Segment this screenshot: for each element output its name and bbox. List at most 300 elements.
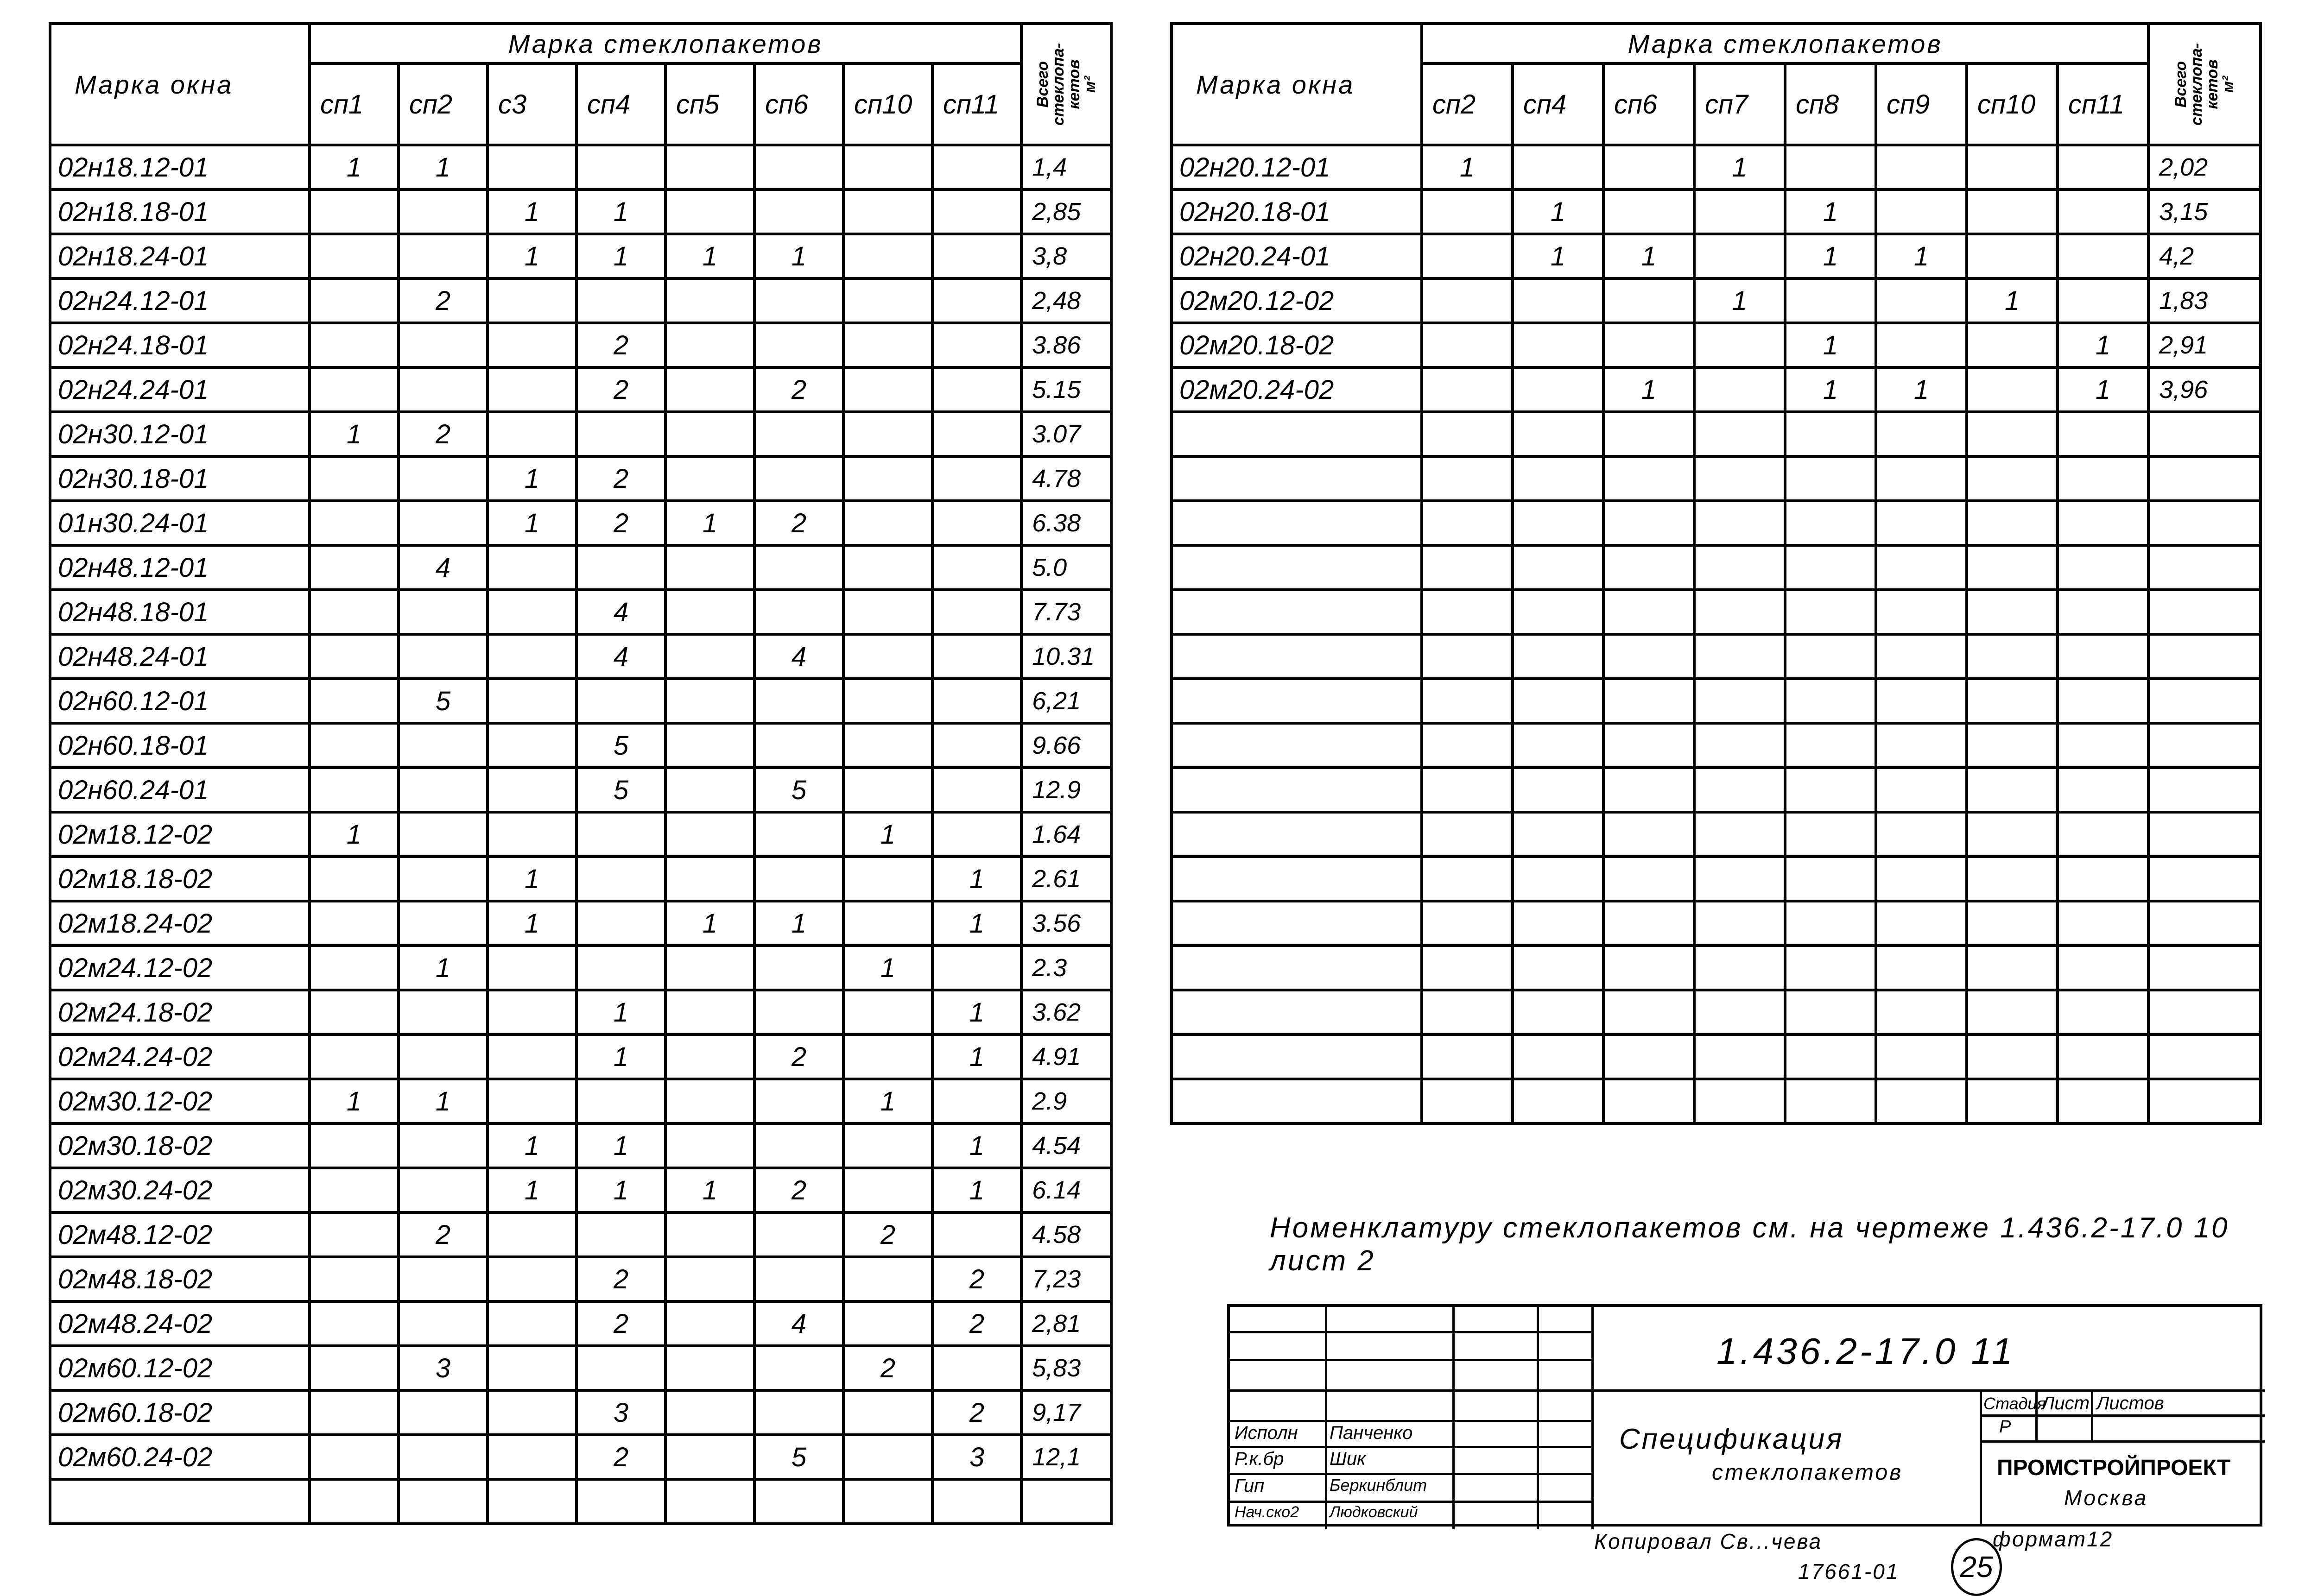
quantity-cell	[754, 679, 843, 723]
quantity-cell: 4	[576, 590, 665, 634]
empty-cell	[1694, 990, 1785, 1035]
quantity-cell: 1	[1785, 234, 1876, 278]
blank-row	[1172, 723, 2261, 768]
window-mark-cell: 02м24.24-02	[50, 1035, 310, 1079]
empty-cell	[1694, 723, 1785, 768]
quantity-cell: 5	[576, 768, 665, 812]
quantity-cell	[488, 812, 576, 857]
empty-cell	[1603, 412, 1694, 456]
table-row	[50, 590, 1111, 634]
quantity-cell	[1785, 278, 1876, 323]
quantity-cell: 1	[576, 1168, 665, 1212]
empty-cell	[1603, 634, 1694, 679]
empty-cell	[1876, 456, 1967, 501]
blank-row	[1172, 545, 2261, 590]
quantity-cell	[488, 412, 576, 456]
empty-cell	[2058, 1079, 2148, 1123]
column-header-7: сп11	[932, 63, 1021, 145]
empty-cell	[1694, 901, 1785, 946]
role-2: Гип	[1235, 1476, 1265, 1496]
quantity-cell: 1	[1785, 189, 1876, 234]
quantity-cell	[310, 1390, 399, 1435]
empty-cell	[1603, 768, 1694, 812]
window-mark-cell: 02м30.18-02	[50, 1123, 310, 1168]
quantity-cell: 1	[2058, 367, 2148, 412]
window-mark-cell: 02н18.12-01	[50, 145, 310, 189]
name-0: Панченко	[1330, 1423, 1413, 1443]
quantity-cell	[932, 456, 1021, 501]
order-number: 17661-01	[1798, 1559, 1900, 1583]
total-area-cell: 9,17	[1021, 1390, 1111, 1435]
window-mark-cell: 02н24.18-01	[50, 323, 310, 367]
quantity-cell	[1422, 367, 1513, 412]
quantity-cell	[399, 990, 488, 1035]
quantity-cell	[399, 367, 488, 412]
quantity-cell	[932, 679, 1021, 723]
quantity-cell	[1876, 189, 1967, 234]
quantity-cell: 1	[576, 1123, 665, 1168]
empty-cell	[2058, 901, 2148, 946]
empty-cell	[1603, 590, 1694, 634]
empty-cell	[1172, 1035, 1422, 1079]
quantity-cell	[665, 367, 754, 412]
table-row	[50, 1257, 1111, 1301]
quantity-cell	[843, 1390, 932, 1435]
quantity-cell: 3	[932, 1435, 1021, 1479]
quantity-cell	[665, 412, 754, 456]
empty-cell	[1694, 857, 1785, 901]
quantity-cell: 1	[1785, 367, 1876, 412]
quantity-cell	[1603, 278, 1694, 323]
blank-row	[1172, 901, 2261, 946]
total-area-cell: 3.56	[1021, 901, 1111, 946]
quantity-cell: 3	[399, 1346, 488, 1390]
empty-cell	[1172, 634, 1422, 679]
empty-cell	[1785, 634, 1876, 679]
total-area-cell: 3.86	[1021, 323, 1111, 367]
quantity-cell	[932, 145, 1021, 189]
quantity-cell	[843, 990, 932, 1035]
quantity-cell	[1603, 323, 1694, 367]
quantity-cell	[932, 590, 1021, 634]
quantity-cell	[310, 323, 399, 367]
quantity-cell	[754, 545, 843, 590]
empty-cell	[1694, 634, 1785, 679]
role-1: Р.к.бр	[1235, 1449, 1284, 1469]
table-row	[50, 145, 1111, 189]
quantity-cell	[932, 545, 1021, 590]
total-area-cell: 6.14	[1021, 1168, 1111, 1212]
empty-cell	[2148, 679, 2261, 723]
quantity-cell	[399, 189, 488, 234]
quantity-cell	[1876, 323, 1967, 367]
quantity-cell: 1	[488, 1168, 576, 1212]
empty-cell	[1172, 501, 1422, 545]
empty-cell	[1876, 634, 1967, 679]
quantity-cell: 2	[843, 1212, 932, 1257]
quantity-cell	[399, 1123, 488, 1168]
table-row	[50, 234, 1111, 278]
column-header-1: сп4	[1513, 63, 1603, 145]
empty-cell	[1603, 545, 1694, 590]
quantity-cell	[310, 1435, 399, 1479]
title-line-1: Спецификация	[1619, 1423, 1844, 1455]
empty-cell	[1513, 990, 1603, 1035]
quantity-cell: 1	[843, 946, 932, 990]
quantity-cell	[665, 946, 754, 990]
empty-cell	[1876, 679, 1967, 723]
blank-row	[1172, 812, 2261, 857]
empty-cell	[1694, 501, 1785, 545]
empty-cell	[1513, 456, 1603, 501]
table-row	[1172, 145, 2261, 189]
quantity-cell	[310, 723, 399, 768]
window-mark-cell: 02н20.18-01	[1172, 189, 1422, 234]
empty-cell	[1785, 679, 1876, 723]
quantity-cell	[576, 1346, 665, 1390]
quantity-cell	[754, 456, 843, 501]
empty-cell	[2148, 412, 2261, 456]
table-row	[50, 990, 1111, 1035]
name-3: Людковский	[1330, 1503, 1418, 1521]
quantity-cell	[576, 946, 665, 990]
quantity-cell	[310, 768, 399, 812]
quantity-cell	[488, 990, 576, 1035]
window-mark-cell: 02н60.12-01	[50, 679, 310, 723]
empty-cell	[1603, 679, 1694, 723]
empty-cell	[2058, 990, 2148, 1035]
quantity-cell: 2	[576, 456, 665, 501]
name-1: Шик	[1330, 1449, 1366, 1469]
quantity-cell	[843, 768, 932, 812]
quantity-cell	[754, 278, 843, 323]
window-mark-cell: 02н60.24-01	[50, 768, 310, 812]
empty-cell	[310, 1479, 399, 1524]
quantity-cell	[1694, 367, 1785, 412]
quantity-cell	[754, 145, 843, 189]
empty-cell	[1785, 768, 1876, 812]
table-row	[50, 278, 1111, 323]
blank-row	[1172, 412, 2261, 456]
total-area-cell: 12,1	[1021, 1435, 1111, 1479]
quantity-cell	[665, 634, 754, 679]
blank-row	[1172, 679, 2261, 723]
quantity-cell: 1	[576, 1035, 665, 1079]
empty-cell	[843, 1479, 932, 1524]
table-row	[50, 189, 1111, 234]
window-mark-cell: 02м30.24-02	[50, 1168, 310, 1212]
table-row	[50, 412, 1111, 456]
copied-by: Копировал Св...чева	[1594, 1529, 1823, 1553]
quantity-cell: 1	[665, 901, 754, 946]
empty-cell	[2148, 501, 2261, 545]
quantity-cell	[754, 1123, 843, 1168]
empty-cell	[2148, 857, 2261, 901]
column-header-0: сп1	[310, 63, 399, 145]
total-area-cell: 4.54	[1021, 1123, 1111, 1168]
quantity-cell: 1	[754, 901, 843, 946]
quantity-cell	[488, 1035, 576, 1079]
quantity-cell	[843, 367, 932, 412]
quantity-cell	[754, 1212, 843, 1257]
quantity-cell: 1	[310, 145, 399, 189]
quantity-cell: 2	[576, 1301, 665, 1346]
quantity-cell: 1	[1694, 145, 1785, 189]
empty-cell	[2148, 1035, 2261, 1079]
quantity-cell	[1513, 367, 1603, 412]
quantity-cell: 2	[754, 1168, 843, 1212]
total-area-cell: 4.78	[1021, 456, 1111, 501]
window-mark-cell: 02м24.18-02	[50, 990, 310, 1035]
quantity-cell: 2	[399, 278, 488, 323]
total-area-cell: 7,23	[1021, 1257, 1111, 1301]
empty-cell	[2058, 545, 2148, 590]
quantity-cell	[488, 1390, 576, 1435]
total-area-cell: 4.58	[1021, 1212, 1111, 1257]
window-mark-cell: 02н48.24-01	[50, 634, 310, 679]
column-header-4: сп8	[1785, 63, 1876, 145]
empty-cell	[1967, 679, 2058, 723]
quantity-cell	[1967, 189, 2058, 234]
empty-cell	[1603, 990, 1694, 1035]
total-area-cell: 3,15	[2148, 189, 2261, 234]
column-header-6: сп10	[843, 63, 932, 145]
quantity-cell: 5	[754, 768, 843, 812]
column-header-2: с3	[488, 63, 576, 145]
quantity-cell	[488, 278, 576, 323]
empty-cell	[1876, 501, 1967, 545]
quantity-cell	[399, 234, 488, 278]
quantity-cell: 2	[932, 1301, 1021, 1346]
empty-cell	[1513, 501, 1603, 545]
quantity-cell	[310, 501, 399, 545]
empty-cell	[2148, 634, 2261, 679]
empty-cell	[2058, 412, 2148, 456]
empty-cell	[1967, 723, 2058, 768]
empty-cell	[1785, 901, 1876, 946]
quantity-cell: 1	[843, 1079, 932, 1123]
empty-cell	[1172, 768, 1422, 812]
empty-cell	[1694, 412, 1785, 456]
total-area-cell: 7.73	[1021, 590, 1111, 634]
empty-cell	[1785, 545, 1876, 590]
empty-cell	[1876, 1079, 1967, 1123]
header-total	[2148, 24, 2261, 145]
quantity-cell	[843, 412, 932, 456]
empty-cell	[1785, 501, 1876, 545]
quantity-cell	[754, 1346, 843, 1390]
quantity-cell	[665, 456, 754, 501]
quantity-cell	[843, 1257, 932, 1301]
quantity-cell	[1603, 145, 1694, 189]
empty-cell	[1172, 412, 1422, 456]
quantity-cell	[310, 679, 399, 723]
quantity-cell	[310, 901, 399, 946]
total-area-cell: 4,2	[2148, 234, 2261, 278]
blank-row	[1172, 857, 2261, 901]
header-glass-units: Марка стеклопакетов	[310, 24, 1021, 63]
quantity-cell	[1422, 234, 1513, 278]
quantity-cell	[1422, 323, 1513, 367]
table-row	[50, 323, 1111, 367]
quantity-cell	[310, 590, 399, 634]
empty-cell	[1967, 1079, 2058, 1123]
empty-cell	[2148, 946, 2261, 990]
empty-cell	[1876, 545, 1967, 590]
quantity-cell	[932, 234, 1021, 278]
quantity-cell	[399, 1390, 488, 1435]
empty-cell	[2148, 723, 2261, 768]
quantity-cell: 5	[576, 723, 665, 768]
quantity-cell: 1	[1603, 367, 1694, 412]
empty-cell	[1422, 768, 1513, 812]
empty-cell	[488, 1479, 576, 1524]
empty-cell	[2058, 812, 2148, 857]
stage-value: Р	[1999, 1417, 2011, 1437]
window-mark-cell: 02н30.18-01	[50, 456, 310, 501]
quantity-cell: 1	[932, 901, 1021, 946]
quantity-cell: 1	[932, 1123, 1021, 1168]
empty-cell	[1967, 768, 2058, 812]
empty-cell	[2148, 545, 2261, 590]
quantity-cell	[843, 145, 932, 189]
quantity-cell	[399, 1301, 488, 1346]
empty-cell	[2148, 812, 2261, 857]
quantity-cell	[843, 1035, 932, 1079]
table-row	[50, 812, 1111, 857]
window-mark-cell: 02м48.12-02	[50, 1212, 310, 1257]
column-header-2: сп6	[1603, 63, 1694, 145]
quantity-cell	[488, 367, 576, 412]
quantity-cell	[310, 990, 399, 1035]
quantity-cell	[399, 1168, 488, 1212]
format-label: формат12	[1993, 1527, 2114, 1551]
quantity-cell: 1	[576, 234, 665, 278]
empty-cell	[1694, 1035, 1785, 1079]
column-header-0: сп2	[1422, 63, 1513, 145]
table-row	[50, 1435, 1111, 1479]
quantity-cell: 2	[932, 1257, 1021, 1301]
quantity-cell	[665, 1079, 754, 1123]
empty-cell	[1694, 545, 1785, 590]
quantity-cell	[488, 1435, 576, 1479]
empty-cell	[932, 1479, 1021, 1524]
quantity-cell: 1	[576, 189, 665, 234]
quantity-cell: 4	[754, 634, 843, 679]
empty-cell	[1172, 946, 1422, 990]
quantity-cell	[843, 1301, 932, 1346]
empty-cell	[1967, 634, 2058, 679]
left-spec-table	[49, 22, 1113, 1525]
quantity-cell	[843, 1168, 932, 1212]
sheet-label: Лист	[2042, 1393, 2090, 1413]
quantity-cell	[665, 679, 754, 723]
quantity-cell	[1967, 323, 2058, 367]
empty-cell	[2058, 1035, 2148, 1079]
blank-row	[1172, 456, 2261, 501]
empty-cell	[1603, 723, 1694, 768]
empty-cell	[1603, 901, 1694, 946]
quantity-cell	[310, 278, 399, 323]
quantity-cell: 2	[399, 1212, 488, 1257]
quantity-cell	[399, 456, 488, 501]
empty-cell	[2148, 1079, 2261, 1123]
table-row	[50, 1168, 1111, 1212]
quantity-cell: 2	[754, 367, 843, 412]
quantity-cell	[399, 1435, 488, 1479]
quantity-cell	[843, 901, 932, 946]
empty-cell	[1967, 545, 2058, 590]
empty-cell	[2058, 946, 2148, 990]
quantity-cell	[576, 812, 665, 857]
empty-cell	[1422, 634, 1513, 679]
empty-cell	[1422, 990, 1513, 1035]
empty-cell	[1513, 946, 1603, 990]
table-row	[1172, 367, 2261, 412]
column-header-5: сп9	[1876, 63, 1967, 145]
quantity-cell: 1	[488, 234, 576, 278]
empty-cell	[1422, 412, 1513, 456]
blank-row	[1172, 590, 2261, 634]
quantity-cell	[310, 857, 399, 901]
title-line-2: стеклопакетов	[1712, 1460, 1903, 1485]
quantity-cell	[665, 189, 754, 234]
quantity-cell	[665, 545, 754, 590]
quantity-cell	[399, 901, 488, 946]
table-row	[50, 367, 1111, 412]
quantity-cell	[843, 723, 932, 768]
quantity-cell	[932, 634, 1021, 679]
window-mark-cell: 02н18.24-01	[50, 234, 310, 278]
quantity-cell: 1	[1967, 278, 2058, 323]
quantity-cell	[2058, 234, 2148, 278]
table-row	[50, 1390, 1111, 1435]
empty-cell	[1603, 946, 1694, 990]
total-area-cell: 2,91	[2148, 323, 2261, 367]
quantity-cell	[488, 1212, 576, 1257]
quantity-cell: 1	[665, 1168, 754, 1212]
quantity-cell	[932, 723, 1021, 768]
column-header-1: сп2	[399, 63, 488, 145]
quantity-cell	[576, 412, 665, 456]
quantity-cell: 1	[1603, 234, 1694, 278]
column-header-3: сп4	[576, 63, 665, 145]
header-window-mark: Марка окна	[50, 24, 310, 145]
total-area-cell: 9.66	[1021, 723, 1111, 768]
quantity-cell	[843, 1123, 932, 1168]
empty-cell	[1785, 812, 1876, 857]
blank-row	[1172, 990, 2261, 1035]
quantity-cell: 1	[665, 234, 754, 278]
quantity-cell	[665, 812, 754, 857]
quantity-cell	[488, 768, 576, 812]
empty-cell	[1513, 1035, 1603, 1079]
quantity-cell	[399, 723, 488, 768]
blank-row	[1172, 1079, 2261, 1123]
empty-cell	[1967, 412, 2058, 456]
quantity-cell	[310, 1035, 399, 1079]
quantity-cell	[310, 1301, 399, 1346]
table-row	[50, 723, 1111, 768]
empty-cell	[1876, 768, 1967, 812]
total-area-cell: 6.38	[1021, 501, 1111, 545]
quantity-cell	[843, 1435, 932, 1479]
quantity-cell: 1	[488, 1123, 576, 1168]
quantity-cell	[665, 1390, 754, 1435]
quantity-cell	[932, 1346, 1021, 1390]
empty-cell	[1422, 679, 1513, 723]
empty-cell	[1172, 1079, 1422, 1123]
